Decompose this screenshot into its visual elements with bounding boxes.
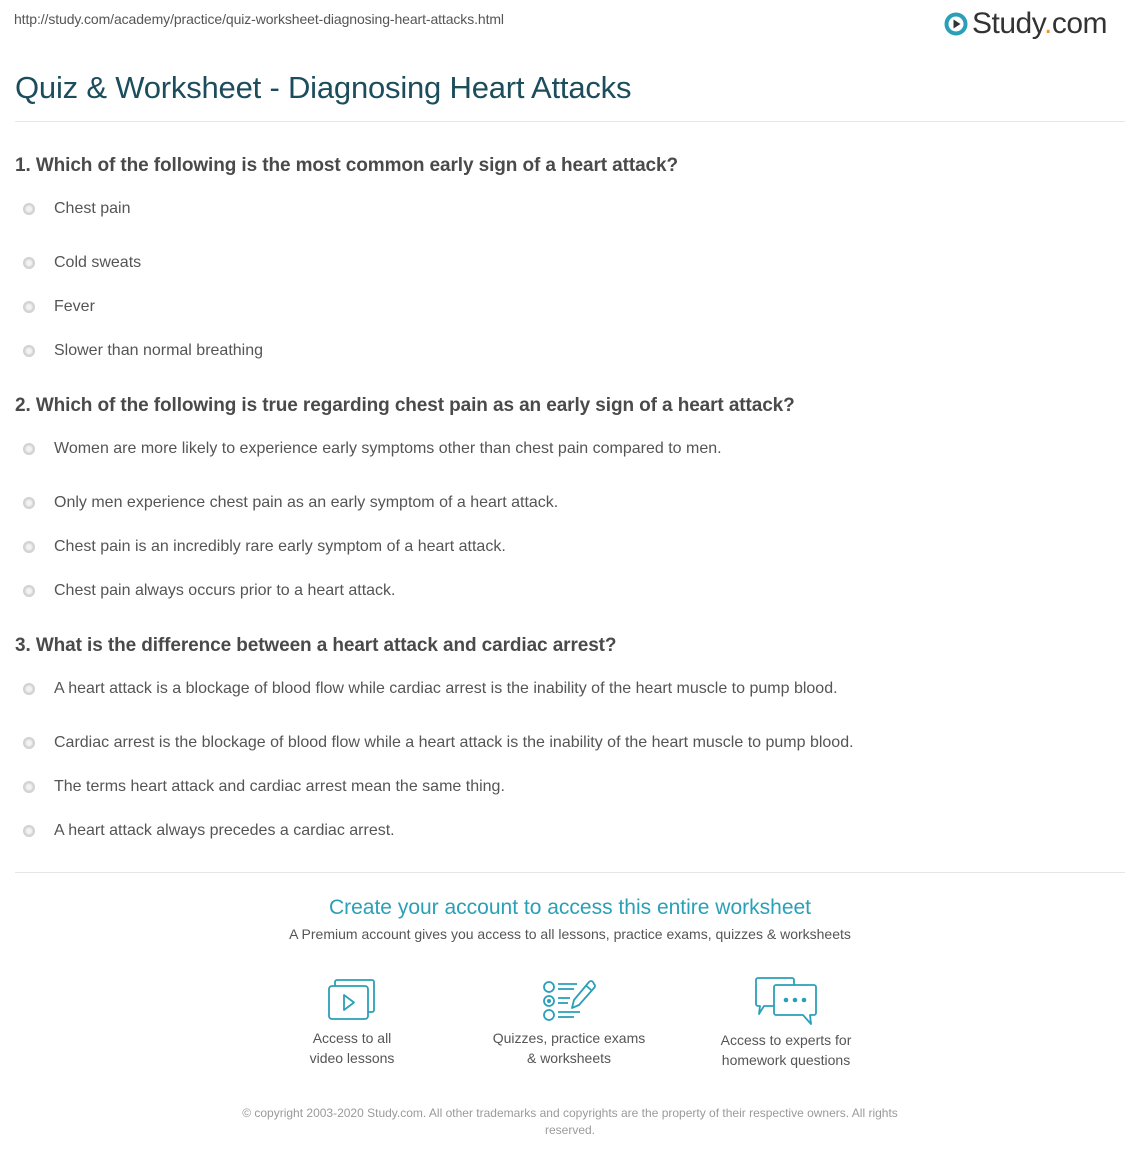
page-url: http://study.com/academy/practice/quiz-worksheet-diagnosing-heart-attacks.html [14, 11, 504, 27]
question-3 [15, 635, 854, 853]
question-text: 1. Which of the following is the most common early sign of a heart attack? [15, 155, 678, 176]
page-title: Quiz & Worksheet - Diagnosing Heart Attacks [15, 70, 632, 105]
cta-title[interactable]: Create your account to access this entire worksheet [328, 896, 812, 919]
answer-option[interactable]: Chest pain always occurs prior to a heart attack. [15, 569, 795, 613]
radio-button[interactable] [23, 541, 35, 553]
quiz-checklist-icon [541, 978, 597, 1022]
question-text: 3. What is the difference between a heart attack and cardiac arrest? [15, 635, 617, 656]
radio-button[interactable] [23, 345, 35, 357]
feature-label: Access to experts for homework questions [720, 1032, 852, 1068]
radio-button[interactable] [23, 203, 35, 215]
answer-option[interactable]: The terms heart attack and cardiac arrest mean the same thing. [15, 765, 854, 809]
feature-experts [686, 976, 886, 1070]
chat-bubbles-icon [754, 976, 818, 1028]
answer-option[interactable]: Cardiac arrest is the blockage of blood flow while a heart attack is the inability of the heart muscle to pump blood. [15, 721, 854, 765]
answer-option[interactable]: Cold sweats [15, 241, 678, 285]
radio-button[interactable] [23, 825, 35, 837]
study-com-logo[interactable] [944, 8, 1107, 40]
radio-button[interactable] [23, 443, 35, 455]
feature-label: Access to all video lessons [309, 1030, 395, 1066]
radio-button[interactable] [23, 781, 35, 793]
feature-label: Quizzes, practice exams & worksheets [492, 1030, 646, 1066]
answer-option[interactable]: Fever [15, 285, 678, 329]
radio-button[interactable] [23, 585, 35, 597]
radio-button[interactable] [23, 257, 35, 269]
feature-quizzes [469, 978, 669, 1068]
answer-option[interactable]: Chest pain is an incredibly rare early symptom of a heart attack. [15, 525, 795, 569]
radio-button[interactable] [23, 497, 35, 509]
play-circle-icon [944, 12, 968, 36]
question-2 [15, 395, 795, 613]
title-divider [15, 121, 1125, 122]
copyright-notice: © copyright 2003-2020 Study.com. All other trademarks and copyrights are the property of their respective owners. All rights reserved. [242, 1106, 898, 1137]
answer-option[interactable]: Women are more likely to experience early symptoms other than chest pain compared to men. [15, 437, 795, 461]
feature-video-lessons [252, 978, 452, 1068]
answer-option[interactable]: A heart attack always precedes a cardiac arrest. [15, 809, 854, 853]
radio-button[interactable] [23, 737, 35, 749]
question-text: 2. Which of the following is true regarding chest pain as an early sign of a heart attack? [15, 395, 795, 416]
answer-option[interactable]: Only men experience chest pain as an early symptom of a heart attack. [15, 481, 795, 525]
cta-subtitle: A Premium account gives you access to all lessons, practice exams, quizzes & worksheets [289, 926, 851, 942]
radio-button[interactable] [23, 683, 35, 695]
answer-option[interactable]: Chest pain [15, 197, 678, 221]
logo-wordmark: Study.com [972, 7, 1108, 40]
video-lessons-icon [326, 978, 378, 1022]
section-divider [15, 872, 1125, 873]
question-1 [15, 155, 678, 373]
radio-button[interactable] [23, 301, 35, 313]
answer-option[interactable]: A heart attack is a blockage of blood flow while cardiac arrest is the inability of the heart muscle to pump blood. [15, 677, 854, 701]
answer-option[interactable]: Slower than normal breathing [15, 329, 678, 373]
